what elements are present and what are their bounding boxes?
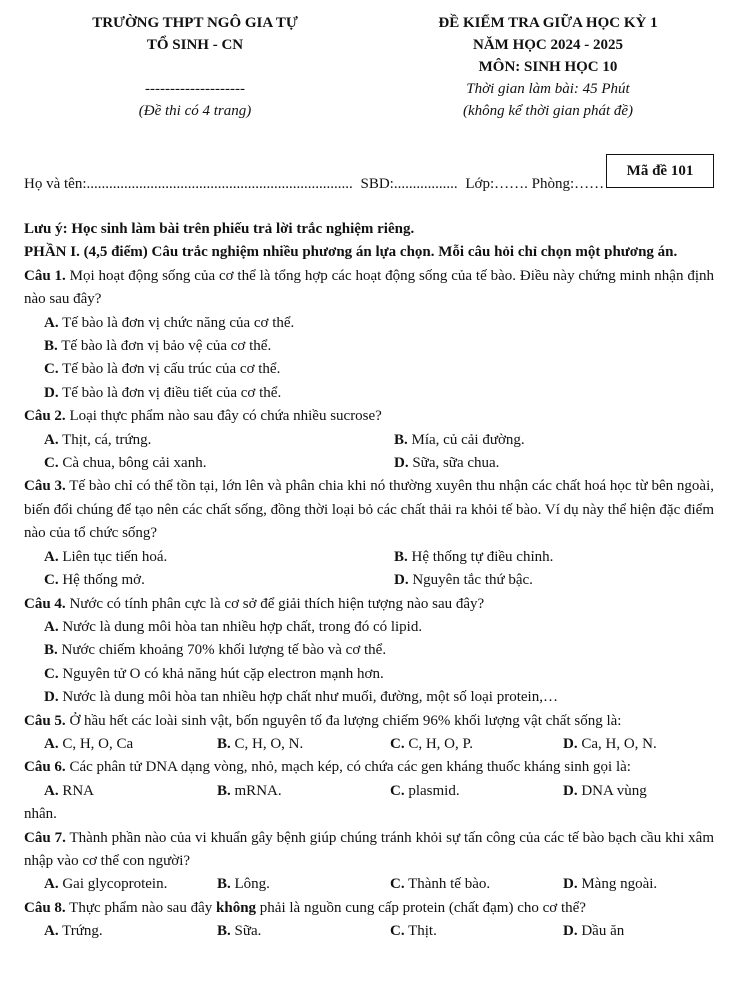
option-d: D. Nước là dung môi hòa tan nhiều hợp chất như muối, đường, một số loại protein,… xyxy=(44,689,558,706)
option-b: B. Hệ thống tự điều chỉnh. xyxy=(394,548,554,565)
option-a: A. RNA xyxy=(44,782,95,799)
option-d: D. Sữa, sữa chua. xyxy=(394,455,500,472)
question-8 xyxy=(24,897,714,944)
question-label: Câu 4. xyxy=(24,595,66,612)
option-a: A. Trứng. xyxy=(44,923,103,940)
question-text-pre: Thực phẩm nào sau đây xyxy=(65,899,217,916)
exam-title: ĐỀ KIỂM TRA GIỮA HỌC KỲ 1 xyxy=(438,15,658,31)
option-a: A. Gai glycoprotein. xyxy=(44,876,168,893)
sbd-field: SBD:................. xyxy=(360,176,458,192)
option-d: D. DNA vùng xyxy=(563,782,647,799)
school-header xyxy=(40,12,350,122)
option-c: C. Hệ thống mở. xyxy=(44,572,145,589)
school-name: TRƯỜNG THPT NGÔ GIA TỰ xyxy=(92,15,298,31)
option-c: C. Tế bào là đơn vị cấu trúc của cơ thể. xyxy=(44,361,281,378)
question-label: Câu 5. xyxy=(24,712,66,729)
question-label: Câu 8. xyxy=(24,899,66,916)
question-text: Thành phần nào của vi khuẩn gây bệnh giúp chúng tránh khỏi sự tấn công của các tế bào bạch cầu khi xâm nhập vào cơ thể con người? xyxy=(24,829,714,869)
question-text: Ở hầu hết các loài sinh vật, bốn nguyên tố đa lượng chiếm 96% khối lượng vật chất sống là: xyxy=(65,712,622,729)
option-d: D. Tế bào là đơn vị điều tiết của cơ thể. xyxy=(44,384,282,401)
option-c: C. Nguyên tử O có khả năng hút cặp electron mạnh hơn. xyxy=(44,665,384,682)
question-5 xyxy=(24,710,714,757)
option-b: B. C, H, O, N. xyxy=(217,735,304,752)
question-6 xyxy=(24,756,714,826)
question-label: Câu 6. xyxy=(24,759,66,776)
time-note: (không kể thời gian phát đề) xyxy=(462,103,634,119)
option-c: C. Thành tế bào. xyxy=(390,876,491,893)
option-a: A. Liên tục tiến hoá. xyxy=(44,548,168,565)
option-d: D. Dầu ăn xyxy=(563,923,625,940)
option-a: A. Nước là dung môi hòa tan nhiều hợp chất, trong đó có lipid. xyxy=(44,618,423,635)
exam-content xyxy=(24,218,714,944)
option-d: D. Nguyên tắc thứ bậc. xyxy=(394,572,533,589)
option-a: A. Thịt, cá, trứng. xyxy=(44,431,152,448)
question-1 xyxy=(24,265,714,405)
room-field: Phòng:…… xyxy=(531,176,605,192)
exam-header xyxy=(388,12,708,122)
option-c: C. Thịt. xyxy=(390,923,437,940)
question-3 xyxy=(24,475,714,592)
option-a: A. C, H, O, Ca xyxy=(44,735,134,752)
exam-code-box: Mã đề 101 xyxy=(606,154,714,188)
question-2 xyxy=(24,405,714,475)
exam-time: Thời gian làm bài: 45 Phút xyxy=(466,81,630,97)
name-field: Họ và tên:....................................................................... xyxy=(24,176,353,192)
pages-note: (Đề thi có 4 trang) xyxy=(138,103,252,119)
option-b: B. Mía, củ cải đường. xyxy=(394,431,525,448)
option-c: C. plasmid. xyxy=(390,782,460,799)
option-c: C. Cà chua, bông cải xanh. xyxy=(44,455,207,472)
option-d: D. Màng ngoài. xyxy=(563,876,658,893)
option-b: B. mRNA. xyxy=(217,782,282,799)
question-text: Tế bào chỉ có thể tồn tại, lớn lên và phân chia khi nó thường xuyên thu nhận các chất hoá học từ bên ngoài, biến đổi chúng để tạo nên các chất sống, đồng thời loại bỏ các chất thải ra khỏi tế bào. Ví dụ này thể hiện đặc điểm nào của tổ chức sống? xyxy=(24,478,714,542)
question-text-post: phải là nguồn cung cấp protein (chất đạm) cho cơ thể? xyxy=(256,899,586,916)
school-year: NĂM HỌC 2024 - 2025 xyxy=(473,37,623,53)
student-identity-line xyxy=(24,176,604,193)
answer-sheet-note: Lưu ý: Học sinh làm bài trên phiếu trả lời trắc nghiệm riêng. xyxy=(24,221,415,237)
question-text: Các phân tử DNA dạng vòng, nhỏ, mạch kép, có chứa các gen kháng thuốc kháng sinh gọi là: xyxy=(65,759,631,776)
part-1-heading: PHẦN I. (4,5 điểm) Câu trắc nghiệm nhiều phương án lựa chọn. Mỗi câu hỏi chỉ chọn một phương án. xyxy=(24,244,678,261)
question-label: Câu 1. xyxy=(24,267,66,284)
question-label: Câu 2. xyxy=(24,408,66,425)
option-d-wrap: nhân. xyxy=(24,806,57,823)
option-a: A. Tế bào là đơn vị chức năng của cơ thể. xyxy=(44,314,295,331)
department-name: TỔ SINH - CN xyxy=(146,37,244,53)
question-text: Mọi hoạt động sống của cơ thể là tổng hợp các hoạt động sống của tế bào. Điều này chứng minh nhận định nào sau đây? xyxy=(24,267,714,308)
question-text: Nước có tính phân cực là cơ sở để giải thích hiện tượng nào sau đây? xyxy=(65,595,485,612)
subject: MÔN: SINH HỌC 10 xyxy=(478,59,618,75)
question-7 xyxy=(24,827,714,897)
question-label: Câu 7. xyxy=(24,829,66,846)
question-text-emphasis: không xyxy=(216,899,257,916)
question-4 xyxy=(24,593,714,710)
option-b: B. Nước chiếm khoảng 70% khối lượng tế bào và cơ thể. xyxy=(44,642,387,659)
option-b: B. Sữa. xyxy=(217,923,262,940)
option-b: B. Tế bào là đơn vị bảo vệ của cơ thể. xyxy=(44,338,272,355)
header-dashes: -------------------- xyxy=(145,81,245,97)
question-text: Loại thực phẩm nào sau đây có chứa nhiều sucrose? xyxy=(65,408,382,425)
option-b: B. Lông. xyxy=(217,876,270,893)
option-d: D. Ca, H, O, N. xyxy=(563,735,657,752)
class-field: Lớp:……. xyxy=(465,176,528,192)
question-label: Câu 3. xyxy=(24,478,66,495)
option-c: C. C, H, O, P. xyxy=(390,735,473,752)
